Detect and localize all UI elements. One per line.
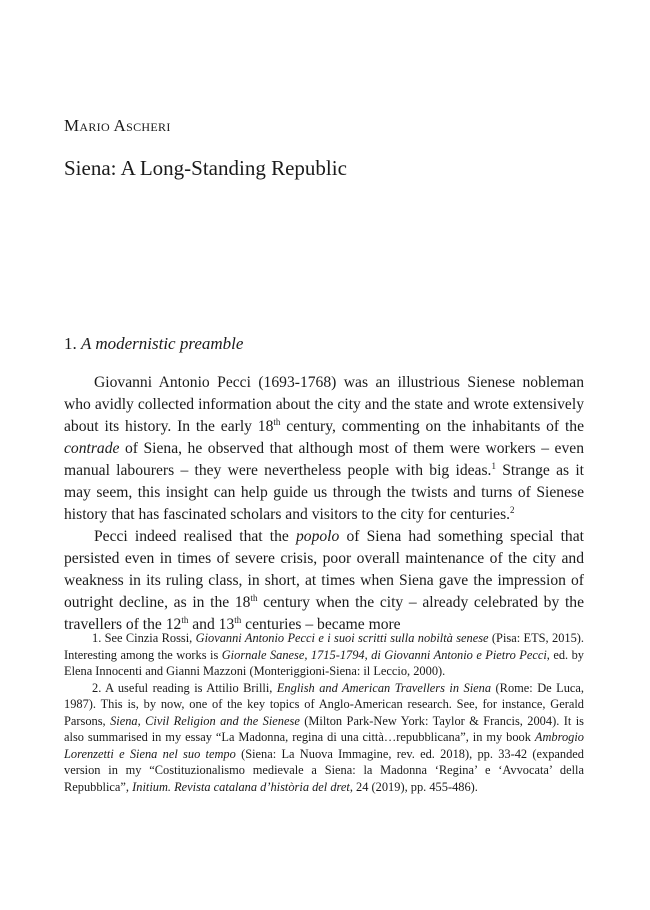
footnote-2: [64, 680, 584, 796]
text-run: centuries – became more: [241, 616, 401, 633]
superscript: th: [234, 614, 242, 625]
text-run: century when the city – already celebrated by the travellers of the 12: [64, 594, 584, 633]
footnotes: [64, 630, 584, 795]
italic-citation: Initium. Revista catalana d’història del dret: [132, 779, 350, 794]
paragraph-2: [64, 526, 584, 636]
text-run: of Siena, he observed that although most of them were workers – even manual labourers – they were nevertheless people with big ideas.: [64, 440, 584, 479]
superscript: th: [181, 614, 189, 625]
text-run: (Pisa: ETS, 2015). Interesting among the works is: [64, 631, 584, 662]
italic-term: contrade: [64, 440, 120, 457]
text-run: 1. See Cinzia Rossi,: [92, 631, 196, 645]
text-run: , ed. by Elena Innocenti and Gianni Mazzoni (Monteriggioni-Siena: il Leccio, 2000).: [64, 647, 584, 678]
text-run: of Siena had something special that persisted even in times of severe crisis, poor overall maintenance of the city and weakness in its ruling class, in short, at times when Siena gave the impression of outright decline, as in the 18: [64, 528, 584, 611]
text-run: (Siena: La Nuova Immagine, rev. ed. 2018), pp. 33-42 (expanded version in my “Costituzionalismo medievale a Siena: la Madonna ‘Regina’ e ‘Avvocata’ della Repubblica”,: [64, 746, 584, 794]
text-run: Pecci indeed realised that the: [94, 528, 296, 545]
text-run: , 24 (2019), pp. 455-486).: [349, 779, 478, 794]
section-title: A modernistic preamble: [81, 334, 244, 353]
superscript: th: [273, 416, 281, 427]
superscript: th: [250, 592, 258, 603]
text-run: century, commenting on the inhabitants of the: [280, 418, 584, 435]
footnote-ref-1[interactable]: 1: [491, 460, 496, 471]
italic-citation: Giornale Sanese, 1715-1794, di Giovanni Antonio e Pietro Pecci: [221, 647, 547, 662]
paragraph-1: [64, 372, 584, 526]
author-name: Mario Ascheri: [64, 116, 171, 135]
body-text: [64, 372, 584, 636]
text-run: Giovanni Antonio Pecci (1693-1768) was an illustrious Sienese nobleman who avidly collected information about the city and the state and wrote extensively about its history. In the early 18: [64, 374, 584, 435]
section-heading: [64, 334, 243, 354]
italic-citation: Ambrogio Lorenzetti e Siena nel suo tempo: [64, 730, 584, 761]
text-run: (Milton Park-New York: Taylor & Francis, 2004). It is also summarised in my essay “La Madonna, regina di una città…repubblicana”, in my book: [64, 713, 584, 744]
footnote-ref-2[interactable]: 2: [510, 504, 515, 515]
text-run: (Rome: De Luca, 1987). This is, by now, one of the key topics of Anglo-American research. See, for instance, Gerald Parsons,: [64, 680, 584, 728]
italic-term: popolo: [295, 528, 340, 545]
chapter-title: Siena: A Long-Standing Republic: [64, 156, 347, 180]
italic-citation: English and American Travellers in Siena: [276, 680, 492, 695]
text-run: 2. A useful reading is Attilio Brilli,: [92, 680, 277, 695]
section-number: 1.: [64, 334, 77, 353]
text-run: and 13: [188, 616, 235, 633]
italic-citation: Giovanni Antonio Pecci e i suoi scritti sulla nobiltà senese: [195, 631, 489, 645]
footnote-1: [64, 630, 584, 680]
text-run: Strange as it may seem, this insight can help guide us through the twists and turns of Sienese history that has fascinated scholars and visitors to the city for centuries.: [64, 462, 585, 523]
italic-citation: Siena, Civil Religion and the Sienese: [110, 713, 300, 728]
